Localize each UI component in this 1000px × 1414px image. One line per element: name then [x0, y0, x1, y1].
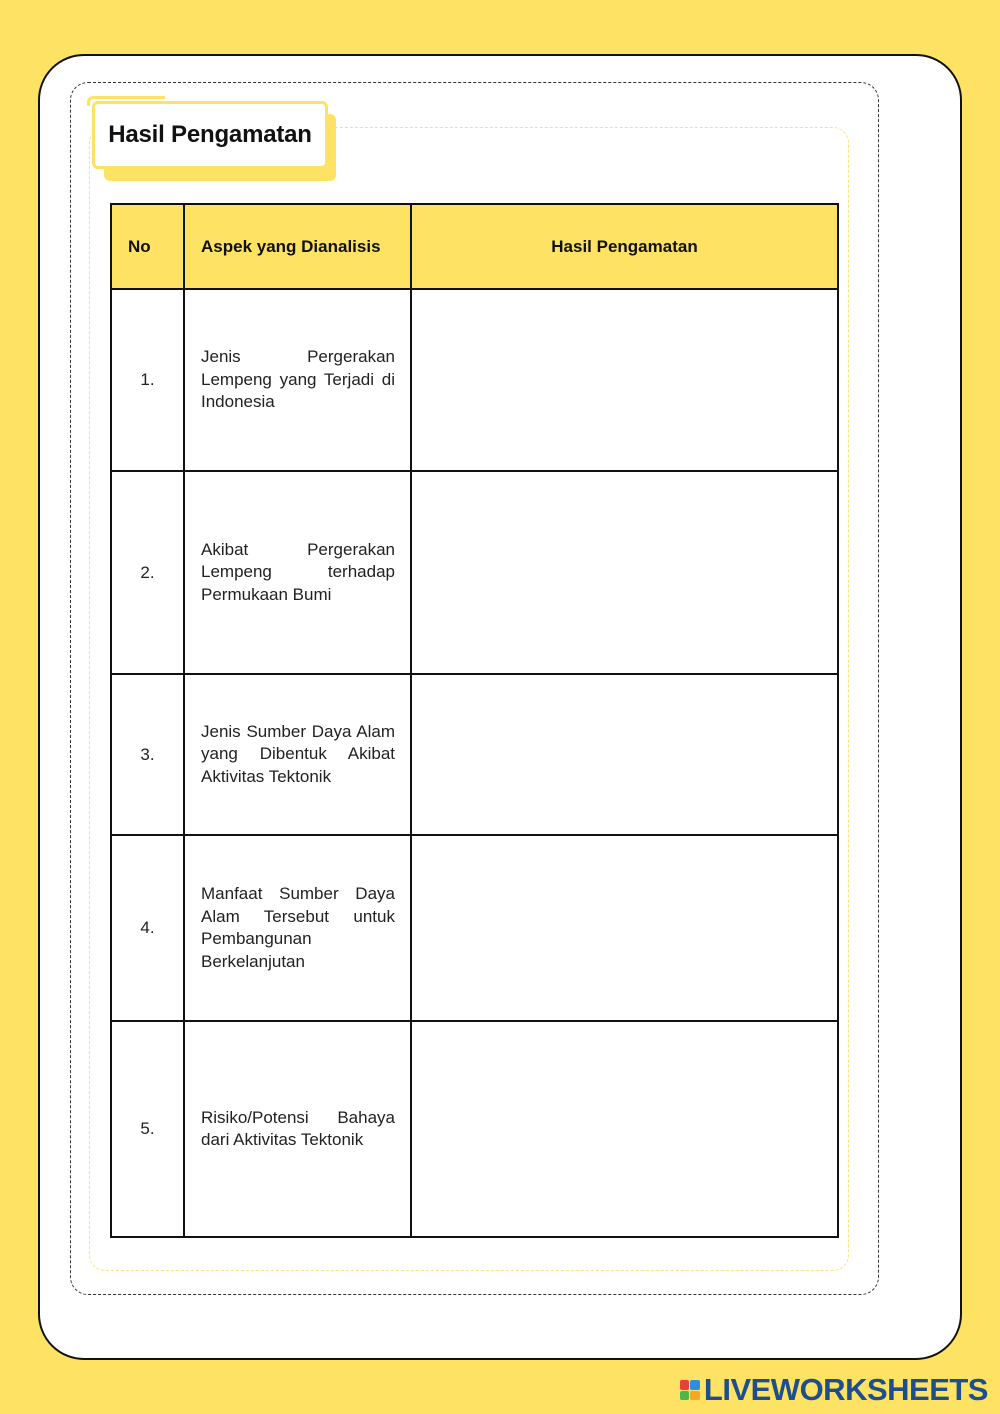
table-row [111, 674, 838, 835]
row-aspek: Akibat Pergerakan Lempeng terhadap Permukaan Bumi [184, 471, 411, 674]
row-aspek: Jenis Pergerakan Lempeng yang Terjadi di Indonesia [184, 289, 411, 471]
row-aspek: Jenis Sumber Daya Alam yang Dibentuk Akibat Aktivitas Tektonik [184, 674, 411, 835]
answer-cell-3[interactable] [411, 674, 838, 835]
row-aspek: Manfaat Sumber Daya Alam Tersebut untuk Pembangunan Berkelanjutan [184, 835, 411, 1021]
row-number: 3. [111, 674, 184, 835]
table-header-row [111, 204, 838, 289]
header-no: No [111, 204, 184, 289]
liveworksheets-logo-icon [680, 1380, 700, 1400]
answer-cell-1[interactable] [411, 289, 838, 471]
row-number: 5. [111, 1021, 184, 1237]
row-number: 4. [111, 835, 184, 1021]
answer-cell-4[interactable] [411, 835, 838, 1021]
header-hasil: Hasil Pengamatan [411, 204, 838, 289]
row-number: 1. [111, 289, 184, 471]
row-aspek: Risiko/Potensi Bahaya dari Aktivitas Tektonik [184, 1021, 411, 1237]
section-title-box [92, 101, 328, 169]
watermark-text: LIVEWORKSHEETS [703, 1372, 988, 1407]
table-row [111, 471, 838, 674]
answer-cell-5[interactable] [411, 1021, 838, 1237]
header-aspek: Aspek yang Dianalisis [184, 204, 411, 289]
table-row [111, 289, 838, 471]
row-number: 2. [111, 471, 184, 674]
table-row [111, 835, 838, 1021]
observation-table [110, 203, 839, 1238]
answer-cell-2[interactable] [411, 471, 838, 674]
liveworksheets-watermark[interactable] [680, 1372, 988, 1408]
table-row [111, 1021, 838, 1237]
section-title: Hasil Pengamatan [108, 121, 312, 148]
